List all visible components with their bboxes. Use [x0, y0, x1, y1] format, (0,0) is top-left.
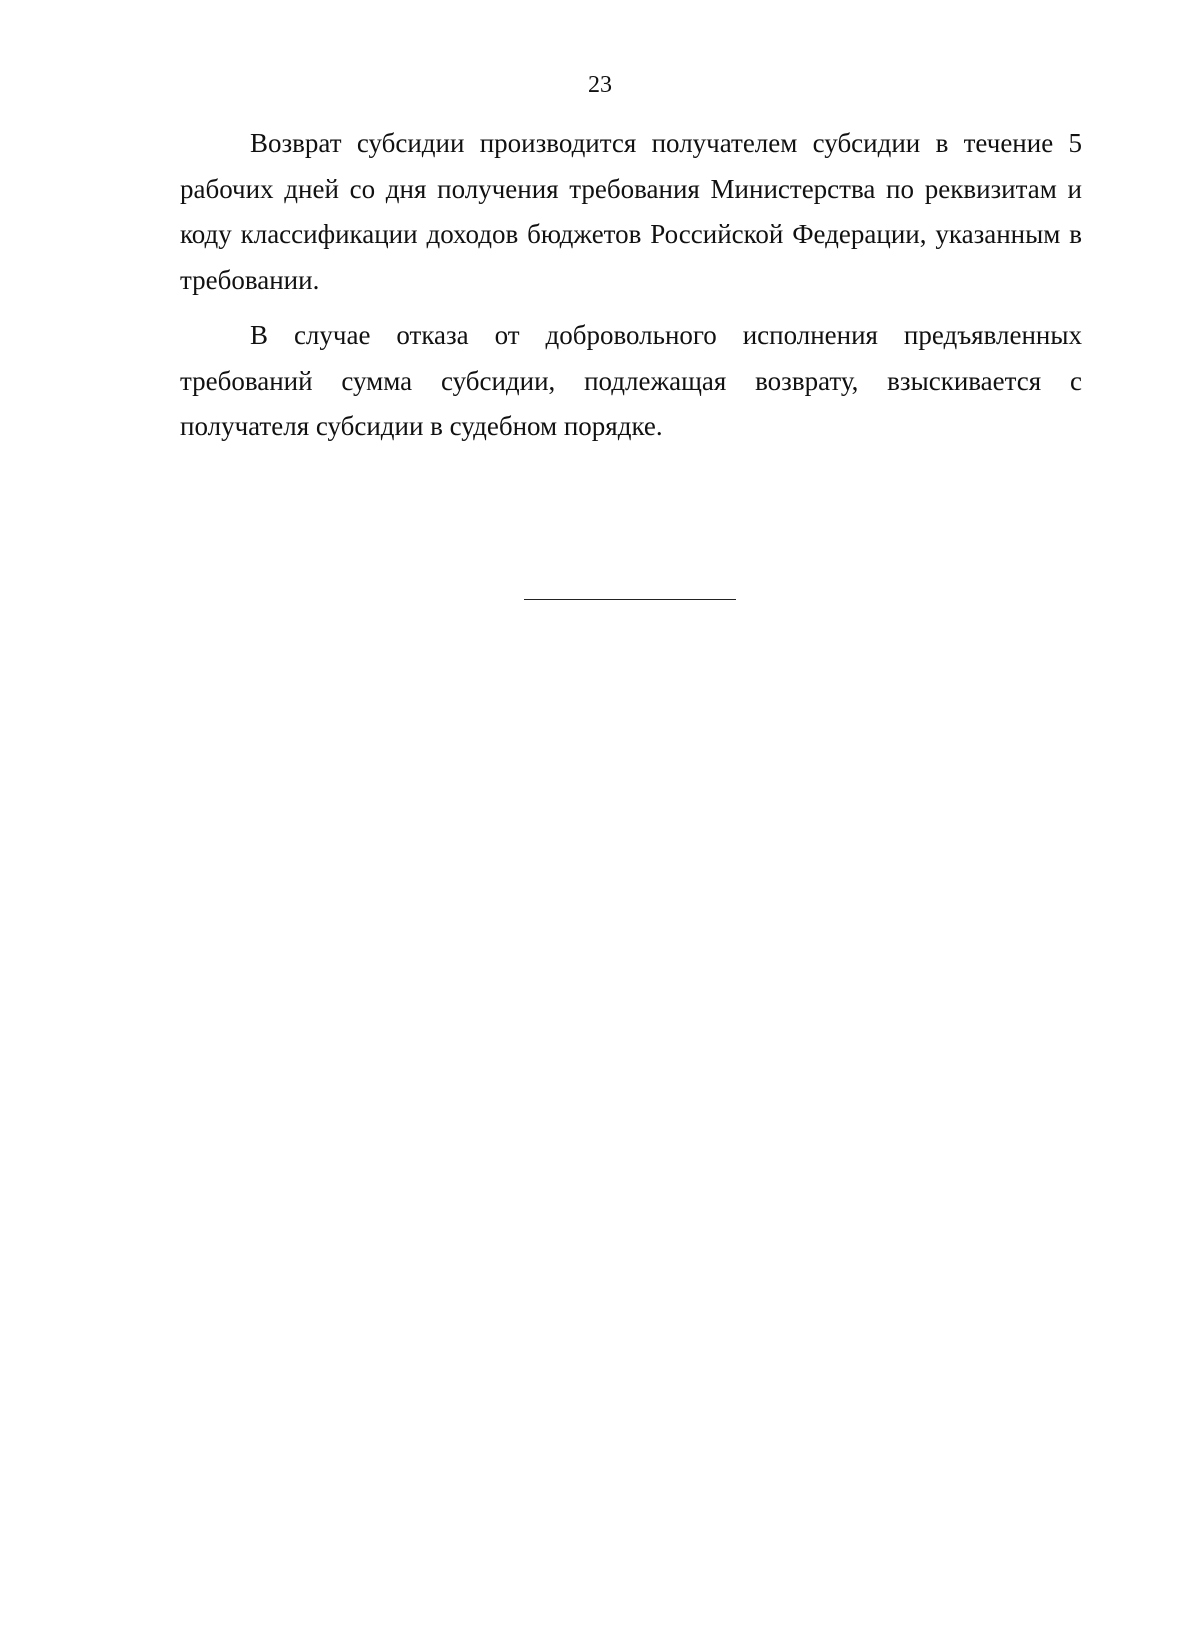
paragraph-court-recovery: В случае отказа от добровольного исполнения предъявленных требований сумма субсидии, подлежащая возврату, взыскивается с получателя субсидии в судебном порядке. [180, 320, 1082, 441]
document-body [180, 121, 1082, 460]
end-of-document-rule [524, 599, 736, 600]
page-number: 23 [588, 72, 612, 98]
paragraph-subsidy-return: Возврат субсидии производится получателем субсидии в течение 5 рабочих дней со дня получения требования Министерства по реквизитам и коду классификации доходов бюджетов Российской Федерации, указанным в требовании. [180, 128, 1082, 295]
